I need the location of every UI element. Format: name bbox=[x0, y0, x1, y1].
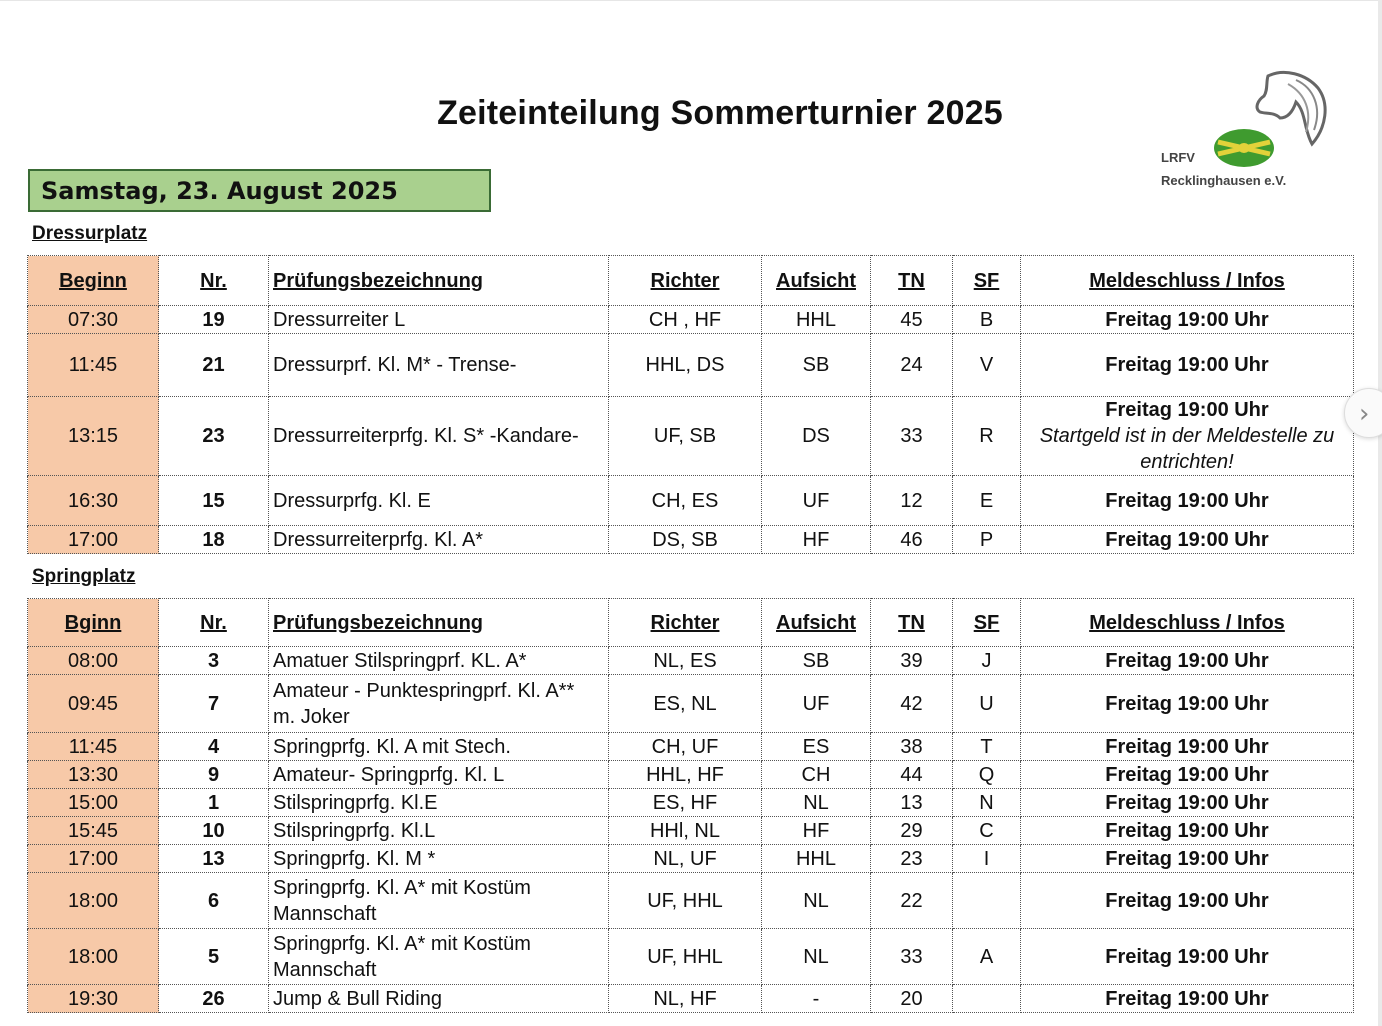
cell-nr: 13 bbox=[159, 845, 269, 873]
cell-nr: 3 bbox=[159, 647, 269, 675]
cell-name: Dressurprfg. Kl. E bbox=[269, 476, 609, 526]
cell-tn: 23 bbox=[871, 845, 953, 873]
cell-time: 18:00 bbox=[28, 929, 159, 985]
club-logo bbox=[1156, 68, 1336, 196]
name-line-1: Springprfg. Kl. A* mit Kostüm bbox=[273, 876, 531, 899]
cell-time: 15:00 bbox=[28, 789, 159, 817]
cell-time: 17:00 bbox=[28, 845, 159, 873]
cell-time: 11:45 bbox=[28, 334, 159, 397]
cell-time: 17:00 bbox=[28, 526, 159, 554]
cell-nr: 6 bbox=[159, 873, 269, 929]
cell-aufsicht: HHL bbox=[762, 845, 871, 873]
cell-info: Freitag 19:00 Uhr bbox=[1021, 675, 1354, 733]
page-title: Zeiteinteilung Sommerturnier 2025 bbox=[437, 94, 1003, 132]
cell-tn: 13 bbox=[871, 789, 953, 817]
table-header-row bbox=[28, 599, 1354, 647]
table-row bbox=[28, 334, 1354, 397]
cell-richter: ES, HF bbox=[609, 789, 762, 817]
table-row bbox=[28, 985, 1354, 1013]
cell-nr: 26 bbox=[159, 985, 269, 1013]
cell-time: 15:45 bbox=[28, 817, 159, 845]
cell-richter: HHL, DS bbox=[609, 334, 762, 397]
cell-info: Freitag 19:00 Uhr bbox=[1021, 306, 1354, 334]
table-row bbox=[28, 929, 1354, 985]
cell-tn: 42 bbox=[871, 675, 953, 733]
col-header-bezeichnung: Prüfungsbezeichnung bbox=[269, 599, 609, 647]
logo-abbr: LRFV bbox=[1161, 150, 1195, 165]
cell-info: Freitag 19:00 Uhr bbox=[1021, 733, 1354, 761]
cell-richter: HHL, HF bbox=[609, 761, 762, 789]
viewer-scrollbar[interactable] bbox=[1378, 0, 1382, 1026]
cell-time: 16:30 bbox=[28, 476, 159, 526]
cell-aufsicht: NL bbox=[762, 789, 871, 817]
cell-name: Stilspringprfg. Kl.E bbox=[269, 789, 609, 817]
name-line-2: Mannschaft bbox=[273, 958, 377, 981]
cell-sf: E bbox=[953, 476, 1021, 526]
name-line-1: Amateur - Punktespringprf. Kl. A** bbox=[273, 679, 575, 702]
cell-aufsicht: NL bbox=[762, 873, 871, 929]
table-row bbox=[28, 845, 1354, 873]
cell-info: Freitag 19:00 Uhr bbox=[1021, 761, 1354, 789]
section-dressurplatz: Dressurplatz bbox=[32, 223, 148, 244]
logo-club-name: Recklinghausen e.V. bbox=[1161, 173, 1287, 188]
dressur-table bbox=[27, 255, 1354, 554]
cell-sf: I bbox=[953, 845, 1021, 873]
cell-richter: NL, UF bbox=[609, 845, 762, 873]
col-header-beginn: Beginn bbox=[28, 256, 159, 306]
col-header-richter: Richter bbox=[609, 256, 762, 306]
table-row bbox=[28, 873, 1354, 929]
cell-name: Amatuer Stilspringprf. KL. A* bbox=[269, 647, 609, 675]
cell-time: 19:30 bbox=[28, 985, 159, 1013]
cell-aufsicht: SB bbox=[762, 647, 871, 675]
cell-info: Freitag 19:00 Uhr bbox=[1021, 985, 1354, 1013]
cell-richter: CH , HF bbox=[609, 306, 762, 334]
table-row bbox=[28, 675, 1354, 733]
day-heading: Samstag, 23. August 2025 bbox=[28, 169, 491, 212]
cell-time: 13:30 bbox=[28, 761, 159, 789]
cell-time: 11:45 bbox=[28, 733, 159, 761]
name-line-2: m. Joker bbox=[273, 705, 350, 728]
col-header-meldeschluss: Meldeschluss / Infos bbox=[1021, 599, 1354, 647]
cell-sf: J bbox=[953, 647, 1021, 675]
cell-richter: CH, ES bbox=[609, 476, 762, 526]
cell-richter: HHl, NL bbox=[609, 817, 762, 845]
col-header-meldeschluss: Meldeschluss / Infos bbox=[1021, 256, 1354, 306]
col-header-sf: SF bbox=[953, 256, 1021, 306]
col-header-tn: TN bbox=[871, 599, 953, 647]
cell-nr: 4 bbox=[159, 733, 269, 761]
cell-sf: T bbox=[953, 733, 1021, 761]
cell-aufsicht: HF bbox=[762, 817, 871, 845]
cell-nr: 21 bbox=[159, 334, 269, 397]
cell-info: Freitag 19:00 Uhr bbox=[1021, 817, 1354, 845]
cell-nr: 5 bbox=[159, 929, 269, 985]
cell-sf bbox=[953, 985, 1021, 1013]
cell-nr: 23 bbox=[159, 397, 269, 476]
name-line-2: Mannschaft bbox=[273, 902, 377, 925]
cell-aufsicht: HHL bbox=[762, 306, 871, 334]
cell-info: Freitag 19:00 Uhr bbox=[1021, 929, 1354, 985]
cell-time: 08:00 bbox=[28, 647, 159, 675]
cell-tn: 12 bbox=[871, 476, 953, 526]
cell-richter: CH, UF bbox=[609, 733, 762, 761]
cell-info: Freitag 19:00 Uhr bbox=[1021, 334, 1354, 397]
cell-tn: 39 bbox=[871, 647, 953, 675]
table-row bbox=[28, 733, 1354, 761]
cell-tn: 45 bbox=[871, 306, 953, 334]
col-header-aufsicht: Aufsicht bbox=[762, 599, 871, 647]
chevron-right-icon: › bbox=[1359, 399, 1370, 429]
cell-tn: 33 bbox=[871, 397, 953, 476]
cell-aufsicht: - bbox=[762, 985, 871, 1013]
table-row bbox=[28, 306, 1354, 334]
cell-aufsicht: DS bbox=[762, 397, 871, 476]
cell-info: Freitag 19:00 Uhr bbox=[1021, 476, 1354, 526]
cell-tn: 46 bbox=[871, 526, 953, 554]
cell-info: Freitag 19:00 Uhr bbox=[1021, 647, 1354, 675]
cell-tn: 24 bbox=[871, 334, 953, 397]
cell-richter: NL, ES bbox=[609, 647, 762, 675]
cell-time: 09:45 bbox=[28, 675, 159, 733]
cell-name bbox=[269, 873, 609, 929]
cell-name bbox=[269, 675, 609, 733]
cell-tn: 20 bbox=[871, 985, 953, 1013]
cell-aufsicht: HF bbox=[762, 526, 871, 554]
cell-name: Dressurreiter L bbox=[269, 306, 609, 334]
cell-richter: NL, HF bbox=[609, 985, 762, 1013]
col-header-nr: Nr. bbox=[159, 256, 269, 306]
cell-aufsicht: UF bbox=[762, 675, 871, 733]
table-row bbox=[28, 647, 1354, 675]
col-header-aufsicht: Aufsicht bbox=[762, 256, 871, 306]
cell-richter: ES, NL bbox=[609, 675, 762, 733]
cell-name: Amateur- Springprfg. Kl. L bbox=[269, 761, 609, 789]
cell-sf: C bbox=[953, 817, 1021, 845]
cell-nr: 7 bbox=[159, 675, 269, 733]
cell-nr: 9 bbox=[159, 761, 269, 789]
cell-name: Dressurreiterprfg. Kl. A* bbox=[269, 526, 609, 554]
cell-nr: 10 bbox=[159, 817, 269, 845]
cell-info: Freitag 19:00 Uhr bbox=[1021, 873, 1354, 929]
info-note: Startgeld ist in der Meldestelle zu entrichten! bbox=[1039, 425, 1335, 473]
cell-sf: U bbox=[953, 675, 1021, 733]
cell-sf: R bbox=[953, 397, 1021, 476]
cell-richter: DS, SB bbox=[609, 526, 762, 554]
table-row bbox=[28, 397, 1354, 476]
cell-nr: 15 bbox=[159, 476, 269, 526]
cell-aufsicht: CH bbox=[762, 761, 871, 789]
cell-richter: UF, HHL bbox=[609, 873, 762, 929]
cell-sf bbox=[953, 873, 1021, 929]
cell-aufsicht: NL bbox=[762, 929, 871, 985]
cell-name: Dressurprf. Kl. M* - Trense- bbox=[269, 334, 609, 397]
cell-sf: Q bbox=[953, 761, 1021, 789]
cell-nr: 19 bbox=[159, 306, 269, 334]
cell-sf: V bbox=[953, 334, 1021, 397]
table-row bbox=[28, 761, 1354, 789]
cell-sf: A bbox=[953, 929, 1021, 985]
cell-info bbox=[1021, 397, 1354, 476]
cell-info: Freitag 19:00 Uhr bbox=[1021, 526, 1354, 554]
cell-tn: 44 bbox=[871, 761, 953, 789]
cell-time: 07:30 bbox=[28, 306, 159, 334]
col-header-richter: Richter bbox=[609, 599, 762, 647]
cell-name bbox=[269, 929, 609, 985]
cell-sf: B bbox=[953, 306, 1021, 334]
cell-tn: 38 bbox=[871, 733, 953, 761]
col-header-sf: SF bbox=[953, 599, 1021, 647]
col-header-bezeichnung: Prüfungsbezeichnung bbox=[269, 256, 609, 306]
cell-name: Springprfg. Kl. A mit Stech. bbox=[269, 733, 609, 761]
cell-aufsicht: SB bbox=[762, 334, 871, 397]
col-header-beginn: Bginn bbox=[28, 599, 159, 647]
col-header-nr: Nr. bbox=[159, 599, 269, 647]
cell-name: Springprfg. Kl. M * bbox=[269, 845, 609, 873]
cell-nr: 18 bbox=[159, 526, 269, 554]
cell-time: 18:00 bbox=[28, 873, 159, 929]
cell-tn: 33 bbox=[871, 929, 953, 985]
cell-name: Jump & Bull Riding bbox=[269, 985, 609, 1013]
cell-name: Dressurreiterprfg. Kl. S* -Kandare- bbox=[269, 397, 609, 476]
cell-info: Freitag 19:00 Uhr bbox=[1021, 789, 1354, 817]
cell-info: Freitag 19:00 Uhr bbox=[1021, 845, 1354, 873]
cell-tn: 29 bbox=[871, 817, 953, 845]
cell-sf: N bbox=[953, 789, 1021, 817]
cell-tn: 22 bbox=[871, 873, 953, 929]
table-row bbox=[28, 789, 1354, 817]
cell-richter: UF, SB bbox=[609, 397, 762, 476]
cell-aufsicht: ES bbox=[762, 733, 871, 761]
section-springplatz: Springplatz bbox=[32, 566, 136, 587]
cell-aufsicht: UF bbox=[762, 476, 871, 526]
col-header-tn: TN bbox=[871, 256, 953, 306]
table-row bbox=[28, 817, 1354, 845]
cell-richter: UF, HHL bbox=[609, 929, 762, 985]
spring-table bbox=[27, 598, 1354, 1013]
cell-nr: 1 bbox=[159, 789, 269, 817]
cell-sf: P bbox=[953, 526, 1021, 554]
table-row bbox=[28, 526, 1354, 554]
table-row bbox=[28, 476, 1354, 526]
cell-time: 13:15 bbox=[28, 397, 159, 476]
cell-name: Stilspringprfg. Kl.L bbox=[269, 817, 609, 845]
name-line-1: Springprfg. Kl. A* mit Kostüm bbox=[273, 932, 531, 955]
table-header-row bbox=[28, 256, 1354, 306]
info-deadline: Freitag 19:00 Uhr bbox=[1105, 399, 1269, 421]
